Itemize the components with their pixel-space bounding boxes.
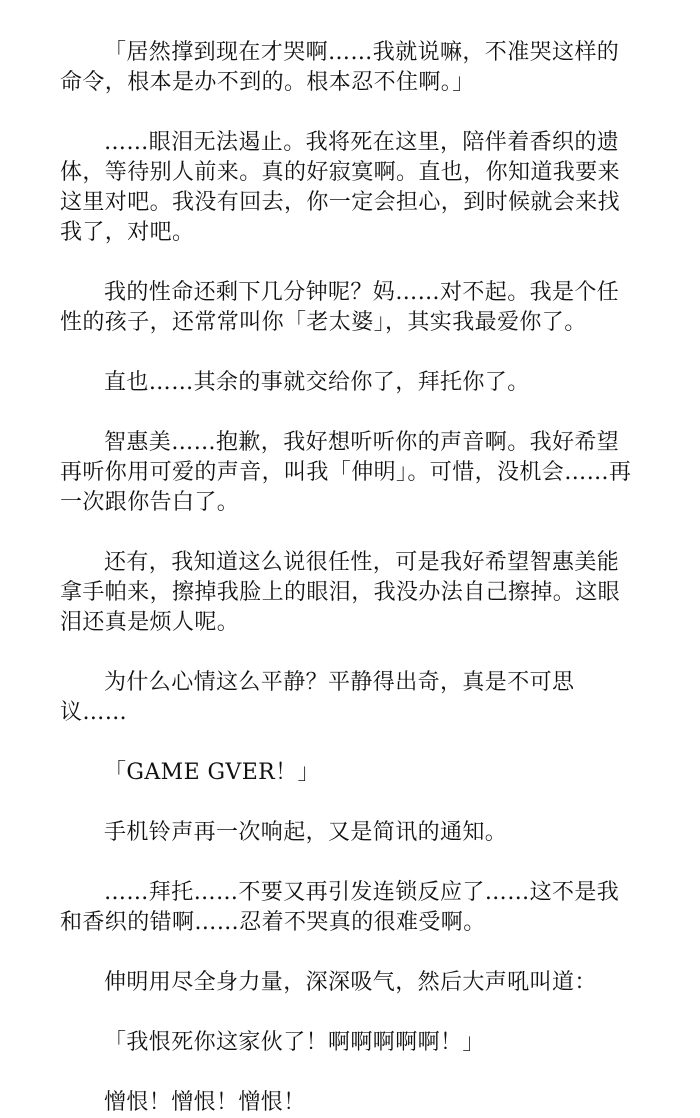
paragraph: 手机铃声再一次响起，又是简讯的通知。	[104, 820, 508, 845]
paragraph: 伸明用尽全身力量，深深吸气，然后大声吼叫道：	[104, 970, 597, 995]
paragraph: 憎恨！憎恨！憎恨！	[104, 1090, 306, 1115]
paragraph: 我的性命还剩下几分钟呢？妈……对不起。我是个任性的孩子，还常常叫你「老太婆」，其实我最爱你了。	[60, 280, 620, 335]
paragraph: 还有，我知道这么说很任性，可是我好希望智惠美能拿手帕来，擦掉我脸上的眼泪，我没办法自己擦掉。这眼泪还真是烦人呢。	[60, 550, 621, 635]
paragraph: 「居然撑到现在才哭啊……我就说嘛，不准哭这样的命令，根本是办不到的。根本忍不住啊。」	[60, 40, 620, 95]
paragraph: ……拜托……不要又再引发连锁反应了……这不是我和香织的错啊……忍着不哭真的很难受啊。	[60, 880, 620, 935]
paragraph: 为什么心情这么平静？平静得出奇，真是不可思议……	[60, 670, 575, 725]
paragraph: 「GAME GVER！」	[104, 760, 320, 785]
paragraph: 直也……其余的事就交给你了，拜托你了。	[104, 370, 530, 395]
paragraph: 「我恨死你这家伙了！啊啊啊啊啊！」	[104, 1030, 485, 1055]
paragraph: ……眼泪无法遏止。我将死在这里，陪伴着香织的遗体，等待别人前来。真的好寂寞啊。直也，你知道我要来这里对吧。我没有回去，你一定会担心，到时候就会来找我了，对吧。	[60, 130, 621, 245]
paragraph: 智惠美……抱歉，我好想听听你的声音啊。我好希望再听你用可爱的声音，叫我「伸明」。可惜，没机会……再一次跟你告白了。	[60, 430, 632, 515]
